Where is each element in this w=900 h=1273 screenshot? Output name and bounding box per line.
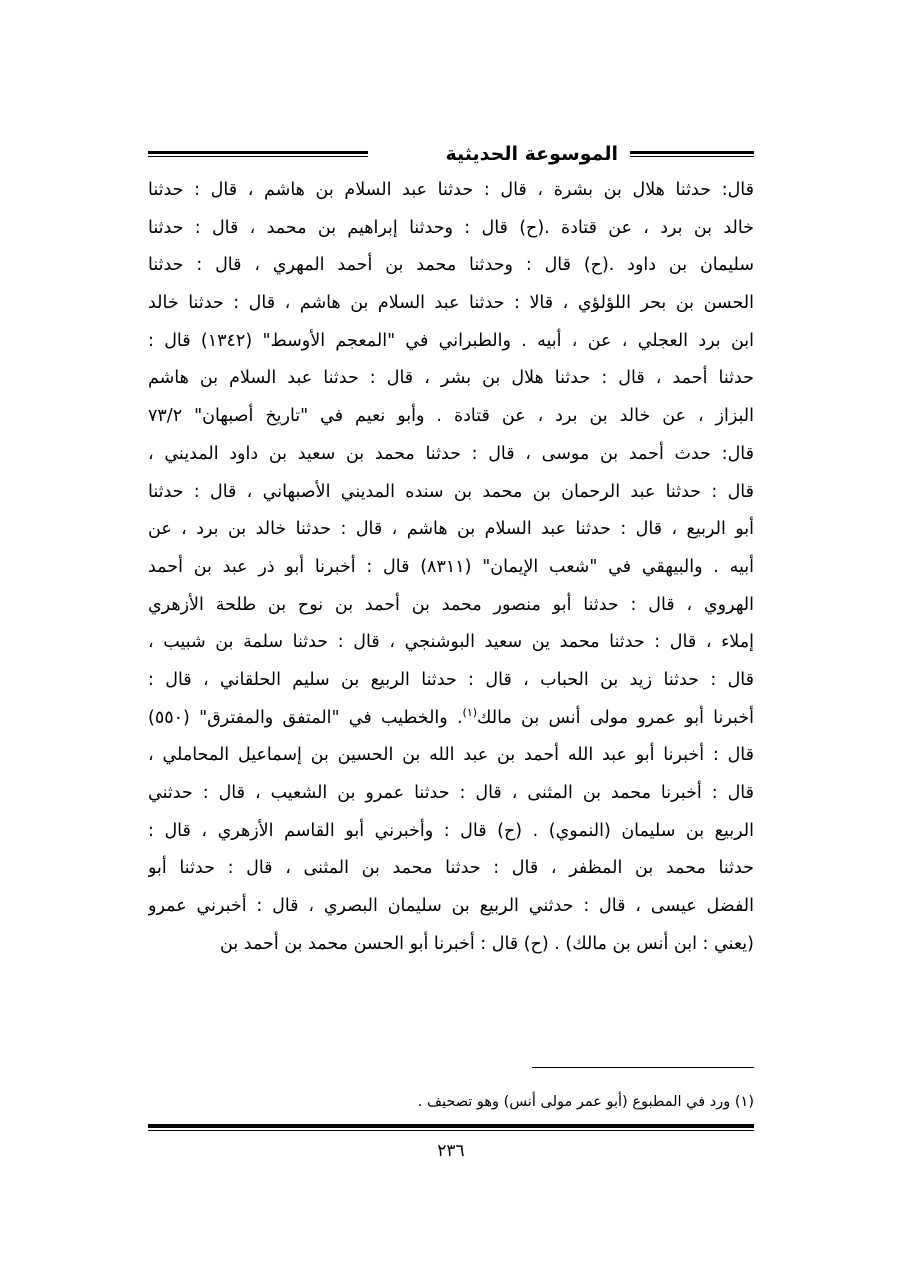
text-line: قال: حدثنا هلال بن بشرة ، قال : حدثنا عبد السلام بن هاشم ، قال : حدثنا bbox=[148, 180, 754, 200]
text-line: قال : حدثنا زيد بن الحباب ، قال : حدثنا الربيع بن سليم الحلقاني ، قال : bbox=[148, 669, 754, 690]
text-line: أبو الربيع ، قال : حدثنا عبد السلام بن هاشم ، قال : حدثنا خالد بن برد ، عن bbox=[148, 519, 754, 540]
text-line: الهروي ، قال : حدثنا أبو منصور محمد بن أحمد بن نوح بن طلحة الأزهري bbox=[148, 594, 754, 615]
text-line: الفضل عيسى ، قال : حدثني الربيع بن سليمان البصري ، قال : أخبرني عمرو bbox=[148, 896, 754, 917]
text-line: سليمان بن داود .(ح) قال : وحدثنا محمد بن أحمد المهري ، قال : حدثنا bbox=[148, 255, 754, 276]
footnote: (١) ورد في المطبوع (أبو عمر مولى أنس) وهو تصحيف . bbox=[417, 1094, 754, 1110]
header-title: الموسوعة الحديثية bbox=[445, 143, 618, 165]
text-line: (يعني : ابن أنس بن مالك) . (ح) قال : أخبرنا أبو الحسن محمد بن أحمد بن bbox=[220, 933, 754, 954]
text-line: حدثنا أحمد ، قال : حدثنا هلال بن بشر ، قال : حدثنا عبد السلام بن هاشم bbox=[148, 368, 754, 389]
text-line: خالد بن برد ، عن قتادة .(ح) قال : وحدثنا إبراهيم بن محمد ، قال : حدثنا bbox=[148, 217, 754, 238]
text-segment: أخبرنا أبو عمرو مولى أنس بن مالك bbox=[477, 707, 754, 728]
text-line: حدثنا محمد بن المظفر ، قال : حدثنا محمد بن المثنى ، قال : حدثنا أبو bbox=[148, 858, 754, 879]
text-line: الحسن بن بحر اللؤلؤي ، قالا : حدثنا عبد السلام بن هاشم ، قال : حدثنا خالد bbox=[148, 293, 754, 314]
page bbox=[148, 0, 754, 1273]
text-line: الربيع بن سليمان (النموي) . (ح) قال : وأخبرني أبو القاسم الأزهري ، قال : bbox=[148, 820, 754, 841]
text-line: البزاز ، عن خالد بن برد ، عن قتادة . وأبو نعيم في "تاريخ أصبهان" ٧٣/٢ bbox=[148, 406, 754, 427]
footnote-reference[interactable]: (١) bbox=[462, 705, 478, 719]
page-header bbox=[148, 140, 754, 170]
text-line: قال: حدث أحمد بن موسى ، قال : حدثنا محمد بن سعيد بن داود المديني ، bbox=[148, 443, 754, 464]
main-text bbox=[148, 172, 754, 963]
footer-rule bbox=[148, 1124, 754, 1131]
text-segment: . والخطيب في "المتفق والمفترق" (٥٥٠) bbox=[148, 707, 463, 728]
text-line-with-footnote-ref bbox=[148, 700, 754, 738]
page-number: ٢٣٦ bbox=[437, 1141, 465, 1161]
text-line: إملاء ، قال : حدثنا محمد ين سعيد البوشنجي ، قال : حدثنا سلمة بن شبيب ، bbox=[148, 632, 754, 653]
footnote-separator bbox=[532, 1067, 754, 1068]
header-rule-left bbox=[148, 151, 368, 157]
header-rule-right bbox=[630, 151, 754, 157]
text-line: ابن برد العجلي ، عن ، أبيه . والطبراني في "المعجم الأوسط" (١٣٤٢) قال : bbox=[148, 330, 754, 351]
text-line: قال : حدثنا عبد الرحمان بن محمد بن سنده المديني الأصبهاني ، قال : حدثنا bbox=[148, 481, 754, 502]
text-line: قال : أخبرنا أبو عبد الله أحمد بن عبد الله بن الحسين بن إسماعيل المحاملي ، bbox=[148, 745, 754, 766]
text-line: قال : أخبرنا محمد بن المثنى ، قال : حدثنا عمرو بن الشعيب ، قال : حدثني bbox=[148, 783, 754, 803]
text-line: أبيه . والبيهقي في "شعب الإيمان" (٨٣١١) قال : أخبرنا أبو ذر عبد بن أحمد bbox=[148, 556, 754, 577]
